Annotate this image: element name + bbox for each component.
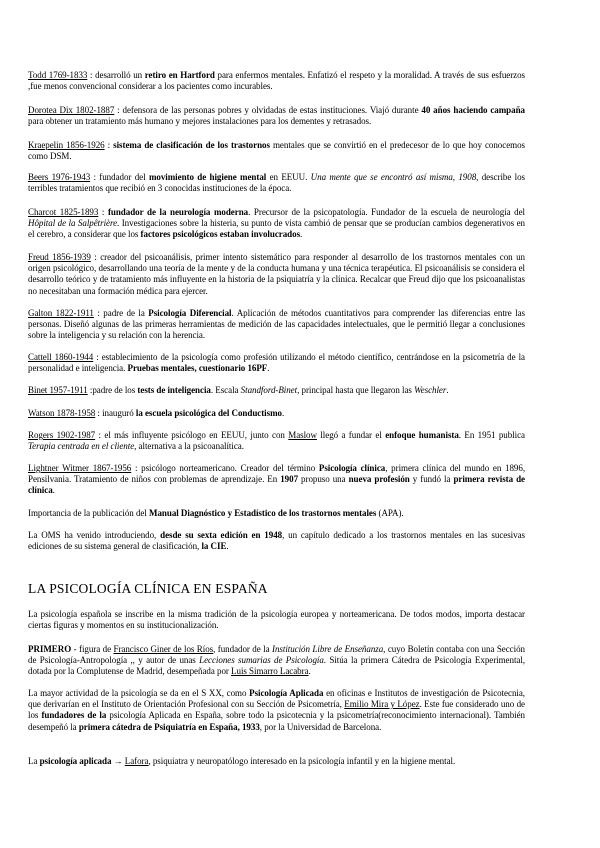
paragraph-binet [28,385,525,396]
text-run: → [111,756,125,766]
text-run: , fundador de la [213,644,273,654]
bold-text: Psicología Aplicada [249,688,324,698]
underlined-name: Charcot 1825-1893 [28,207,99,217]
underlined-name: Cattell 1860-1944 [28,352,94,362]
text-run: . [308,666,311,677]
section-heading-spain: LA PSICOLOGÍA CLÍNICA EN ESPAÑA [28,581,268,596]
text-run: y fundó la [409,474,454,485]
text-run: . [281,408,285,418]
text-run: , psiquiatra y neuropatólogo interesado en la psicología infantil y en la higiene mental. [148,756,456,766]
text-run: La psicología española se inscribe en la misma tradición de la psicología europea y norteamericana. De todos modos, importa destacar ciertas figuras y momentos en su institucionalización. [28,609,525,631]
bold-text: Psicología clínica [318,463,386,473]
bold-text: tests de inteligencia [137,385,211,395]
text-run: : [98,207,108,217]
bold-text: Psicología Diferencial [148,308,232,318]
bold-text: la CIE [201,541,227,552]
bold-text: primera cátedra de Psiquiatría en España, 1933 [78,721,260,732]
bold-text: 40 años haciendo campaña [421,105,525,115]
underlined-name: Emilio Mira y López [344,699,420,710]
bold-text: Manual Diagnóstico y Estadístico de los trastornos mentales [149,508,377,518]
underlined-name: Dorotea Dix 1802-1887 [28,105,115,115]
text-run: :padre de los [87,385,138,395]
bold-text: retiro en Hartford [144,70,215,80]
bold-text: nueva profesión [348,474,410,485]
underlined-name: Luis Simarro Lacabra [231,666,309,677]
bold-text: fundadores de la [41,710,107,721]
paragraph-freud [28,252,525,297]
text-run: , principal hasta que llegaron las [297,385,415,395]
underlined-name: Maslow [288,430,317,440]
paragraph-todd [28,70,525,92]
underlined-name: Galton 1822-1911 [28,308,94,318]
text-run: : fundador del [90,172,149,182]
text-run: La [28,756,40,766]
text-run: : defensora de las personas pobres y olvidadas de estas instituciones. Viajó durante [114,105,422,115]
paragraph-witmer [28,463,525,497]
underlined-name: Beers 1976-1943 [28,172,91,182]
text-run: - figura de [71,644,114,654]
text-run: : inauguró [95,408,136,418]
bold-text: PRIMERO [28,644,72,654]
bold-text: fundador de la neurología moderna [107,207,249,217]
paragraph-sxx [28,688,525,733]
text-run: . [300,229,303,240]
text-run: . Escala [210,385,241,395]
bold-text: psicología aplicada [39,756,112,766]
text-run: , un capítulo dedicado a los trastornos mentales en las sucesivas ediciones de su sistema general de clasificación, [28,530,525,552]
text-run: . [446,385,449,395]
italic-text: Una mente que se encontró así misma, 1908 [310,172,477,182]
text-run: psicología Aplicada en España, sobre todo la psicotecnia y la psicometría(reconocimiento internacional). También desempeñó la [28,710,525,732]
bold-text: la escuela psicológica del Conductismo [135,408,282,418]
text-run: en oficinas e Institutos de investigación de Psicotecnia, que derivarían en el Instituto de Orientación Profesional con su Sección de Psicometría, [28,688,525,710]
text-run: : psicólogo norteamericano. Creador del término [131,463,319,473]
text-run: (APA). [376,508,404,518]
paragraph-beers [28,172,525,194]
paragraph-primero [28,644,525,678]
bold-text: 1907 [280,474,299,485]
paragraph-rogers [28,430,525,452]
italic-text: Hôpital de la Salpêtrière [28,218,118,229]
bold-text: enfoque humanista [385,430,459,440]
text-run: , alternativa a la psicoanalítica. [134,441,244,452]
paragraph-galton [28,308,525,342]
underlined-name: Lightner Witmer 1867-1956 [28,463,132,473]
underlined-name: Freud 1856-1939 [28,252,91,262]
italic-text: Lecciones sumarias de Psicología [199,655,324,666]
text-run: . Este fue considerado uno de los [28,699,525,721]
underlined-name: Rogers 1902-1987 [28,430,96,440]
text-run: . Aplicación de métodos cuantitativos para comprender las diferencias entre las personas. Diseñó algunas de las primeras herramientas de medición de las capacidades intelectuales, que le permitió llegar a conclusiones sobre la inteligencia y su relación con la herencia. [28,308,525,341]
text-run: : establecimiento de la psicología como profesión utilizando el método científico, centrándose en la psicometría de la personalidad e inteligencia. [28,352,525,374]
paragraph-charcot [28,207,525,241]
underlined-name: Todd 1769-1833 [28,70,88,80]
text-run: : [104,140,114,150]
paragraph-dix [28,105,525,127]
text-run: La mayor actividad de la psicología se da en el S XX, como [28,688,250,698]
text-run: para obtener un tratamiento más humano y mejores instalaciones para los dementes y retrasados. [28,116,372,127]
paragraph-oms [28,530,525,552]
bold-text: movimiento de higiene mental [148,172,267,182]
text-run: . Precursor de la psicopatología. Fundador de la escuela de neurología del [248,207,525,217]
paragraph-kraepelin [28,140,525,162]
text-run: mentales que se convirtió en el predecesor de lo que hoy conocemos como DSM. [28,140,525,162]
text-run: , por la Universidad de Barcelona. [259,721,382,732]
text-run: llegó a fundar el [316,430,386,440]
text-run: Importancia de la publicación del [28,508,150,518]
bold-text: Pruebas mentales, cuestionario 16PF [127,363,268,374]
text-run: . Sitúa la primera Cátedra de Psicología Experimental, dotada por la Complutense de Madrid, desempeñada por [28,655,525,677]
text-run: para enfermos mentales. Enfatizó el respeto y la moralidad. A través de sus esfuerzos ,fue menos convencional considerar a los pacientes como incurables. [28,70,526,92]
italic-text: Terapia centrada en el cliente [28,441,135,452]
paragraph-cattell [28,352,525,374]
text-run: : desarrolló un [87,70,145,80]
underlined-name: Francisco Giner de los Ríos [113,644,214,654]
paragraph-lafora [28,756,525,767]
paragraph-manual [28,508,525,519]
text-run: , primera clínica del mundo en 1896, Pensilvania. Tratamiento de niños con problemas de aprendizaje. En [28,463,526,485]
text-run: , describe los terribles tratamientos que recibió en 3 conocidas instituciones de la época. [28,172,525,194]
text-run: , cuyo Boletín contaba con una Sección de Psicología-Antropología ,, y autor de unas [28,644,525,666]
underlined-name: Lafora [124,756,149,766]
text-run: . [226,541,229,552]
text-run: propuso una [298,474,349,485]
text-run: . Investigaciones sobre la histeria, su punto de vista cambió de pensar que se producían cambios degenerativos en el cerebro, a considerar que los [28,218,526,240]
paragraph-watson [28,408,525,419]
bold-text: sistema de clasificación de los trastornos [113,140,270,150]
italic-text: Standford-Binet [240,385,298,395]
bold-text: primera revista de clínica [28,474,525,496]
italic-text: Institución Libre de Enseñanza [272,644,384,654]
underlined-name: Kraepelin 1856-1926 [28,140,105,150]
text-run: . [52,485,55,496]
text-run: : el más influyente psicólogo en EEUU, junto con [95,430,289,440]
bold-text: desde su sexta edición en 1948 [160,530,283,540]
text-run: : padre de la [93,308,149,318]
text-run: : creador del psicoanálisis, primer intento sistemático para responder al desarrollo de los trastornos mentales con un origen psicológico, desarrollando una teoría de la mente y de la conducta humana y una técnica terapéutica. El psicoanálisis se considera el desarrollo teórico y de tratamiento más influyente en la historia de la psiquiatría y la clínica. Recalcar que Freud dijo que los psicoanalistas no necesitaban una formación médica para ejercer. [28,252,525,296]
underlined-name: Binet 1957-1911 [28,385,88,395]
italic-text: Weschler [414,385,447,395]
text-run: en EEUU. [266,172,311,182]
bold-text: factores psicológicos estaban involucrados [140,229,301,240]
paragraph-intro-spain [28,609,525,631]
text-run: . [267,363,270,374]
text-run: La OMS ha venido introduciendo, [28,530,161,540]
text-run: . En 1951 publica [458,430,526,440]
underlined-name: Watson 1878-1958 [28,408,96,418]
